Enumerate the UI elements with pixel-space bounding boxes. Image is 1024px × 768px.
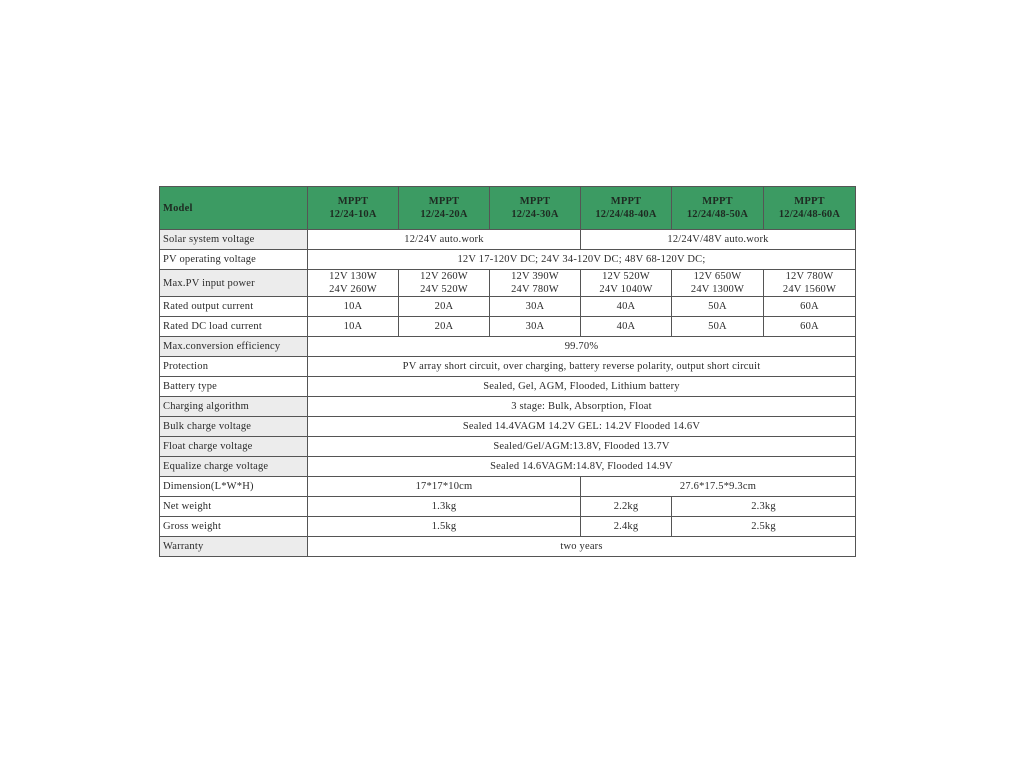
row-label: Equalize charge voltage xyxy=(160,457,308,477)
table-row xyxy=(160,377,856,397)
model-header-cell: MPPT 12/24/48-50A xyxy=(672,187,764,230)
table-cell: 60A xyxy=(764,297,856,317)
table-cell: Sealed/Gel/AGM:13.8V, Flooded 13.7V xyxy=(308,437,856,457)
table-cell: 20A xyxy=(399,317,490,337)
table-cell: 40A xyxy=(581,317,672,337)
table-cell: Sealed 14.4VAGM 14.2V GEL: 14.2V Flooded 14.6V xyxy=(308,417,856,437)
row-label: Rated output current xyxy=(160,297,308,317)
row-label: Gross weight xyxy=(160,517,308,537)
model-header-cell: MPPT 12/24-20A xyxy=(399,187,490,230)
table-row xyxy=(160,250,856,270)
table-cell: 10A xyxy=(308,297,399,317)
row-label: Net weight xyxy=(160,497,308,517)
table-cell: 12V 17-120V DC; 24V 34-120V DC; 48V 68-120V DC; xyxy=(308,250,856,270)
table-row xyxy=(160,517,856,537)
table-cell: 12V 780W 24V 1560W xyxy=(764,270,856,297)
row-label: Protection xyxy=(160,357,308,377)
row-label: Float charge voltage xyxy=(160,437,308,457)
row-label: Battery type xyxy=(160,377,308,397)
model-header-cell: MPPT 12/24/48-40A xyxy=(581,187,672,230)
table-cell: 12V 520W 24V 1040W xyxy=(581,270,672,297)
row-label: Max.conversion efficiency xyxy=(160,337,308,357)
model-header: Model xyxy=(160,187,308,230)
table-cell: 30A xyxy=(490,297,581,317)
table-row xyxy=(160,537,856,557)
table-cell: PV array short circuit, over charging, battery reverse polarity, output short circuit xyxy=(308,357,856,377)
table-cell: Sealed 14.6VAGM:14.8V, Flooded 14.9V xyxy=(308,457,856,477)
table-row xyxy=(160,437,856,457)
table-row xyxy=(160,357,856,377)
row-label: PV operating voltage xyxy=(160,250,308,270)
table-cell: Sealed, Gel, AGM, Flooded, Lithium battery xyxy=(308,377,856,397)
row-label: Dimension(L*W*H) xyxy=(160,477,308,497)
row-label: Bulk charge voltage xyxy=(160,417,308,437)
row-label: Rated DC load current xyxy=(160,317,308,337)
table-cell: 20A xyxy=(399,297,490,317)
table-row xyxy=(160,270,856,297)
table-row xyxy=(160,457,856,477)
table-cell: 50A xyxy=(672,297,764,317)
row-label: Solar system voltage xyxy=(160,230,308,250)
table-cell: 99.70% xyxy=(308,337,856,357)
model-header-cell: MPPT 12/24-10A xyxy=(308,187,399,230)
table-cell: 12V 390W 24V 780W xyxy=(490,270,581,297)
table-cell: 3 stage: Bulk, Absorption, Float xyxy=(308,397,856,417)
spec-table xyxy=(159,186,856,557)
model-header-cell: MPPT 12/24/48-60A xyxy=(764,187,856,230)
row-label: Max.PV input power xyxy=(160,270,308,297)
table-cell: 2.5kg xyxy=(672,517,856,537)
table-cell: 12/24V/48V auto.work xyxy=(581,230,856,250)
table-cell: 27.6*17.5*9.3cm xyxy=(581,477,856,497)
table-row xyxy=(160,317,856,337)
table-row xyxy=(160,230,856,250)
row-label: Charging algorithm xyxy=(160,397,308,417)
table-cell: 2.2kg xyxy=(581,497,672,517)
table-row xyxy=(160,477,856,497)
model-header-cell: MPPT 12/24-30A xyxy=(490,187,581,230)
header-row xyxy=(160,187,856,230)
table-cell: 12/24V auto.work xyxy=(308,230,581,250)
table-cell: 40A xyxy=(581,297,672,317)
row-label: Warranty xyxy=(160,537,308,557)
table-cell: 17*17*10cm xyxy=(308,477,581,497)
table-row xyxy=(160,397,856,417)
table-cell: 50A xyxy=(672,317,764,337)
table-row xyxy=(160,417,856,437)
table-cell: 2.3kg xyxy=(672,497,856,517)
table-cell: 1.5kg xyxy=(308,517,581,537)
table-cell: two years xyxy=(308,537,856,557)
table-row xyxy=(160,297,856,317)
table-cell: 12V 260W 24V 520W xyxy=(399,270,490,297)
table-cell: 1.3kg xyxy=(308,497,581,517)
table-cell: 10A xyxy=(308,317,399,337)
table-cell: 2.4kg xyxy=(581,517,672,537)
table-row xyxy=(160,497,856,517)
table-cell: 30A xyxy=(490,317,581,337)
table-cell: 60A xyxy=(764,317,856,337)
table-cell: 12V 130W 24V 260W xyxy=(308,270,399,297)
table-cell: 12V 650W 24V 1300W xyxy=(672,270,764,297)
table-row xyxy=(160,337,856,357)
